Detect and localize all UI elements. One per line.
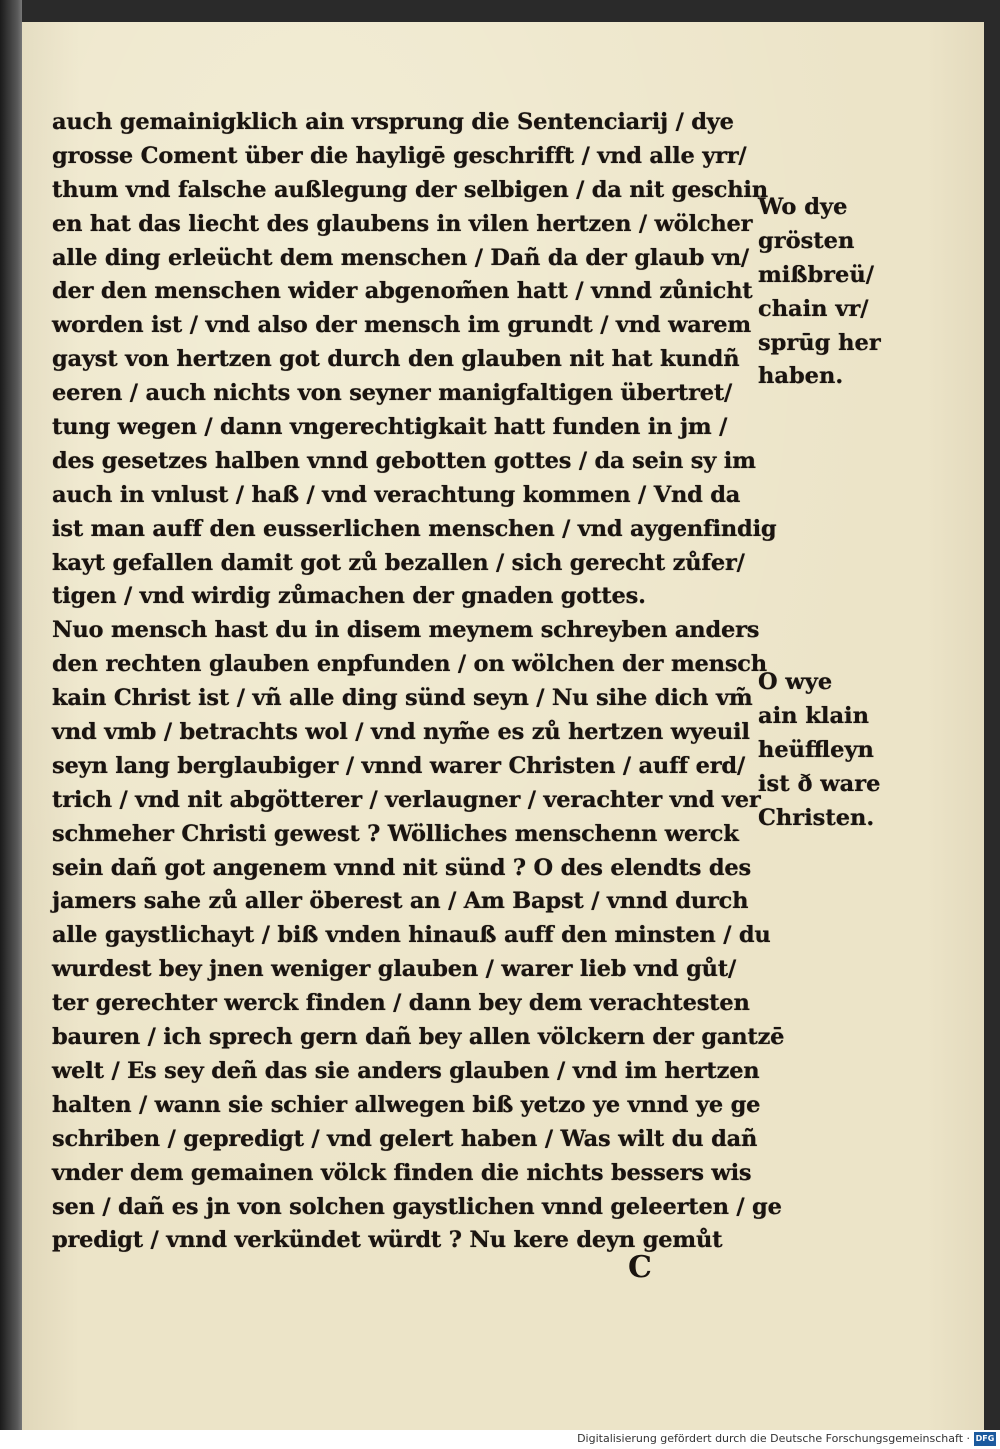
margin-note-line: mißbreü/ <box>758 261 874 288</box>
text-line: schmeher Christi gewest ? Wölliches menschenn werck <box>52 820 739 847</box>
text-line: des gesetzes halben vnnd gebotten gottes / da sein sy im <box>52 447 756 474</box>
main-text-block <box>52 106 785 1258</box>
margin-note-true-christians <box>758 666 880 835</box>
book-spine <box>0 0 22 1430</box>
text-line: bauren / ich sprech gern dañ bey allen völckern der gantzē <box>52 1024 785 1051</box>
text-line: alle ding erleücht dem menschen / Dañ da der glaub vn/ <box>52 244 749 271</box>
text-line: welt / Es sey deñ das sie anders glauben / vnd im hertzen <box>52 1057 760 1084</box>
text-line: en hat das liecht des glaubens in vilen hertzen / wölcher <box>52 210 753 237</box>
signature-mark: C <box>628 1250 652 1285</box>
text-line: auch gemainigklich ain vrsprung die Sentenciarij / dye <box>52 109 734 135</box>
text-line: eeren / auch nichts von seyner manigfaltigen übertret/ <box>52 380 733 407</box>
text-line: sen / dañ es jn von solchen gaystlichen vnnd geleerten / ge <box>52 1193 782 1220</box>
text-line: auch in vnlust / haß / vnd verachtung kommen / Vnd da <box>52 481 741 508</box>
text-line: wurdest bey jnen weniger glauben / warer lieb vnd gůt/ <box>52 956 736 983</box>
text-line: tigen / vnd wirdig zůmachen der gnaden gottes. <box>52 583 646 610</box>
text-line: Nuo mensch hast du in disem meynem schreyben anders <box>52 617 760 644</box>
text-line: ter gerechter werck finden / dann bey dem verachtesten <box>52 990 750 1017</box>
margin-note-line: ain klain <box>758 702 869 729</box>
text-line: schriben / gepredigt / vnd gelert haben / Was wilt du dañ <box>52 1125 758 1152</box>
margin-note-line: haben. <box>758 363 844 390</box>
text-line: thum vnd falsche außlegung der selbigen / da nit geschin <box>52 176 768 203</box>
text-line: alle gaystlichayt / biß vnden hinauß auff den minsten / du <box>52 922 771 949</box>
book-page <box>22 22 984 1430</box>
text-line: grosse Coment über die hayligē geschrifft / vnd alle yrr/ <box>52 142 747 169</box>
funding-note: Digitalisierung gefördert durch die Deutsche Forschungsgemeinschaft · <box>577 1432 970 1445</box>
margin-note-origin-of-abuses <box>758 191 881 394</box>
margin-note-line: heüffleyn <box>758 736 874 763</box>
margin-note-line: sprūg her <box>758 329 881 356</box>
text-line: trich / vnd nit abgötterer / verlaugner / verachter vnd ver <box>52 786 761 813</box>
text-line: seyn lang berglaubiger / vnnd warer Christen / auff erd/ <box>52 752 745 779</box>
text-line: vnder dem gemainen völck finden die nichts bessers wis <box>52 1159 752 1186</box>
margin-note-line: Christen. <box>758 804 875 831</box>
text-line: kain Christ ist / vñ alle ding sünd seyn / Nu sihe dich vm̃ <box>52 685 753 712</box>
text-line: worden ist / vnd also der mensch im grundt / vnd warem <box>52 312 751 339</box>
margin-note-line: Wo dye <box>758 194 848 220</box>
text-line: predigt / vnnd verkündet würdt ? Nu kere deyn gemůt <box>52 1227 723 1254</box>
text-line: der den menschen wider abgenom̃en hatt / vnnd zůnicht <box>52 278 753 305</box>
text-line: tung wegen / dann vngerechtigkait hatt funden in jm / <box>52 414 728 441</box>
text-line: gayst von hertzen got durch den glauben nit hat kundñ <box>52 346 740 373</box>
text-line: kayt gefallen damit got zů bezallen / sich gerecht zůfer/ <box>52 549 745 576</box>
text-line: vnd vmb / betrachts wol / vnd nym̃e es zů hertzen wyeuil <box>52 719 750 746</box>
text-line: den rechten glauben enpfunden / on wölchen der mensch <box>52 651 767 678</box>
text-line: jamers sahe zů aller öberest an / Am Bapst / vnnd durch <box>52 888 749 915</box>
margin-note-line: chain vr/ <box>758 295 869 322</box>
margin-note-line: O wye <box>758 669 833 695</box>
margin-note-line: ist ð ware <box>758 770 881 797</box>
margin-note-line: grösten <box>758 227 855 254</box>
text-line: halten / wann sie schier allwegen biß yetzo ye vnnd ye ge <box>52 1091 761 1118</box>
text-line: sein dañ got angenem vnnd nit sünd ? O des elendts des <box>52 854 752 881</box>
text-line: ist man auff den eusserlichen menschen / vnd aygenfindig <box>52 515 777 542</box>
dfg-logo-icon: DFG <box>974 1432 996 1446</box>
